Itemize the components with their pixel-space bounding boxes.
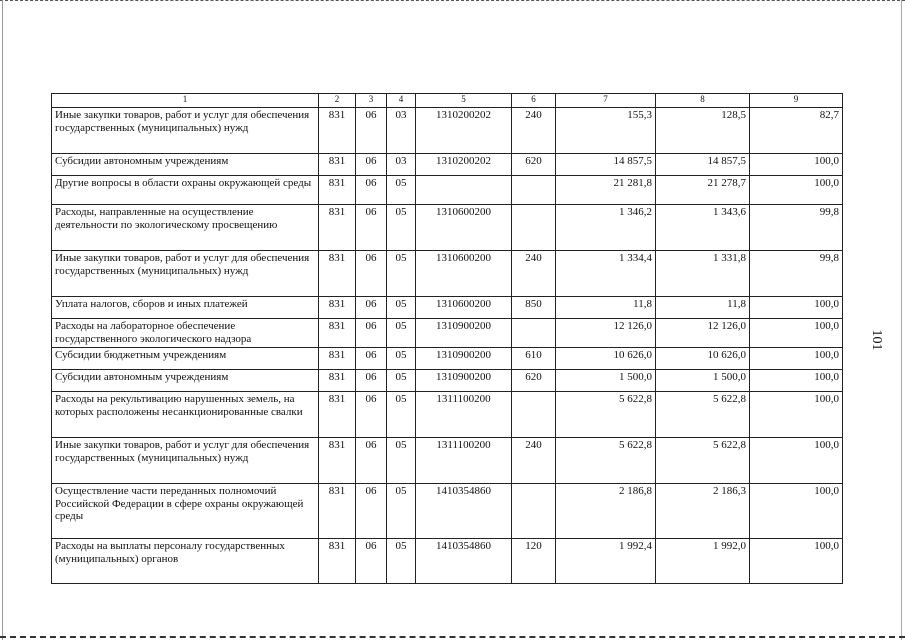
subsection-code-cell: 05: [387, 251, 416, 297]
table-row: [52, 539, 843, 584]
row-name-cell: Субсидии автономным учреждениям: [52, 370, 319, 392]
actual-amount-cell: 14 857,5: [656, 154, 750, 176]
plan-amount-cell: 1 500,0: [556, 370, 656, 392]
subsection-code-cell: 03: [387, 154, 416, 176]
execution-percent-cell: 100,0: [750, 154, 843, 176]
subsection-code-cell: 05: [387, 392, 416, 438]
section-code-cell: 06: [356, 370, 387, 392]
admin-code-cell: 831: [319, 348, 356, 370]
actual-amount-cell: 5 622,8: [656, 438, 750, 484]
section-code-cell: 06: [356, 438, 387, 484]
section-code-cell: 06: [356, 392, 387, 438]
column-number: 9: [750, 94, 843, 108]
row-name-cell: Расходы на лабораторное обеспечение государственного экологического надзора: [52, 319, 319, 348]
table-row: [52, 108, 843, 154]
target-article-cell: [416, 176, 512, 205]
table-row: [52, 297, 843, 319]
section-code-cell: 06: [356, 251, 387, 297]
target-article-cell: 1310600200: [416, 251, 512, 297]
scan-edge-right: [901, 0, 902, 640]
admin-code-cell: 831: [319, 370, 356, 392]
execution-percent-cell: 100,0: [750, 484, 843, 539]
actual-amount-cell: 1 331,8: [656, 251, 750, 297]
expense-type-cell: [512, 484, 556, 539]
row-name-cell: Иные закупки товаров, работ и услуг для обеспечения государственных (муниципальных) нужд: [52, 438, 319, 484]
row-name-cell: Иные закупки товаров, работ и услуг для обеспечения государственных (муниципальных) нужд: [52, 108, 319, 154]
admin-code-cell: 831: [319, 319, 356, 348]
subsection-code-cell: 05: [387, 205, 416, 251]
expense-type-cell: 120: [512, 539, 556, 584]
subsection-code-cell: 05: [387, 297, 416, 319]
row-name-cell: Иные закупки товаров, работ и услуг для обеспечения государственных (муниципальных) нужд: [52, 251, 319, 297]
plan-amount-cell: 2 186,8: [556, 484, 656, 539]
actual-amount-cell: 1 500,0: [656, 370, 750, 392]
execution-percent-cell: 100,0: [750, 319, 843, 348]
budget-table: [51, 93, 843, 584]
subsection-code-cell: 03: [387, 108, 416, 154]
column-number-row: [52, 94, 843, 108]
plan-amount-cell: 1 992,4: [556, 539, 656, 584]
section-code-cell: 06: [356, 319, 387, 348]
plan-amount-cell: 12 126,0: [556, 319, 656, 348]
table-row: [52, 370, 843, 392]
actual-amount-cell: 2 186,3: [656, 484, 750, 539]
expense-type-cell: [512, 319, 556, 348]
subsection-code-cell: 05: [387, 319, 416, 348]
execution-percent-cell: 100,0: [750, 370, 843, 392]
target-article-cell: 1310600200: [416, 205, 512, 251]
column-number: 5: [416, 94, 512, 108]
table-row: [52, 438, 843, 484]
execution-percent-cell: 100,0: [750, 438, 843, 484]
page-number: 101: [869, 329, 884, 351]
table-row: [52, 251, 843, 297]
subsection-code-cell: 05: [387, 176, 416, 205]
admin-code-cell: 831: [319, 539, 356, 584]
actual-amount-cell: 5 622,8: [656, 392, 750, 438]
actual-amount-cell: 10 626,0: [656, 348, 750, 370]
execution-percent-cell: 100,0: [750, 348, 843, 370]
admin-code-cell: 831: [319, 205, 356, 251]
expense-type-cell: 240: [512, 108, 556, 154]
plan-amount-cell: 21 281,8: [556, 176, 656, 205]
expense-type-cell: 620: [512, 154, 556, 176]
table-body: [52, 94, 843, 584]
expense-type-cell: 240: [512, 251, 556, 297]
plan-amount-cell: 1 334,4: [556, 251, 656, 297]
actual-amount-cell: 128,5: [656, 108, 750, 154]
row-name-cell: Осуществление части переданных полномочий Российской Федерации в сфере охраны окружающей среды: [52, 484, 319, 539]
row-name-cell: Субсидии бюджетным учреждениям: [52, 348, 319, 370]
expense-type-cell: 610: [512, 348, 556, 370]
admin-code-cell: 831: [319, 176, 356, 205]
column-number: 6: [512, 94, 556, 108]
plan-amount-cell: 10 626,0: [556, 348, 656, 370]
actual-amount-cell: 1 343,6: [656, 205, 750, 251]
row-name-cell: Расходы на выплаты персоналу государственных (муниципальных) органов: [52, 539, 319, 584]
column-number: 2: [319, 94, 356, 108]
expense-type-cell: 620: [512, 370, 556, 392]
admin-code-cell: 831: [319, 297, 356, 319]
subsection-code-cell: 05: [387, 539, 416, 584]
execution-percent-cell: 99,8: [750, 205, 843, 251]
execution-percent-cell: 100,0: [750, 297, 843, 319]
table-row: [52, 392, 843, 438]
admin-code-cell: 831: [319, 484, 356, 539]
section-code-cell: 06: [356, 297, 387, 319]
scan-edge-top: [0, 0, 905, 1]
subsection-code-cell: 05: [387, 370, 416, 392]
expense-type-cell: [512, 205, 556, 251]
column-number: 1: [52, 94, 319, 108]
column-number: 4: [387, 94, 416, 108]
section-code-cell: 06: [356, 539, 387, 584]
plan-amount-cell: 11,8: [556, 297, 656, 319]
target-article-cell: 1310200202: [416, 154, 512, 176]
expense-type-cell: [512, 176, 556, 205]
target-article-cell: 1410354860: [416, 539, 512, 584]
column-number: 7: [556, 94, 656, 108]
plan-amount-cell: 1 346,2: [556, 205, 656, 251]
plan-amount-cell: 5 622,8: [556, 438, 656, 484]
section-code-cell: 06: [356, 154, 387, 176]
table-row: [52, 484, 843, 539]
section-code-cell: 06: [356, 484, 387, 539]
row-name-cell: Расходы, направленные на осуществление деятельности по экологическому просвещению: [52, 205, 319, 251]
table-row: [52, 205, 843, 251]
scan-edge-left: [2, 0, 3, 640]
subsection-code-cell: 05: [387, 438, 416, 484]
section-code-cell: 06: [356, 176, 387, 205]
table-row: [52, 348, 843, 370]
plan-amount-cell: 5 622,8: [556, 392, 656, 438]
target-article-cell: 1310200202: [416, 108, 512, 154]
target-article-cell: 1310900200: [416, 348, 512, 370]
column-number: 8: [656, 94, 750, 108]
target-article-cell: 1311100200: [416, 438, 512, 484]
execution-percent-cell: 99,8: [750, 251, 843, 297]
target-article-cell: 1311100200: [416, 392, 512, 438]
expense-type-cell: 850: [512, 297, 556, 319]
subsection-code-cell: 05: [387, 348, 416, 370]
execution-percent-cell: 82,7: [750, 108, 843, 154]
actual-amount-cell: 1 992,0: [656, 539, 750, 584]
execution-percent-cell: 100,0: [750, 392, 843, 438]
plan-amount-cell: 155,3: [556, 108, 656, 154]
actual-amount-cell: 21 278,7: [656, 176, 750, 205]
row-name-cell: Другие вопросы в области охраны окружающей среды: [52, 176, 319, 205]
expense-type-cell: 240: [512, 438, 556, 484]
table-row: [52, 154, 843, 176]
actual-amount-cell: 11,8: [656, 297, 750, 319]
plan-amount-cell: 14 857,5: [556, 154, 656, 176]
column-number: 3: [356, 94, 387, 108]
target-article-cell: 1410354860: [416, 484, 512, 539]
scan-edge-bottom: [0, 636, 905, 638]
admin-code-cell: 831: [319, 438, 356, 484]
section-code-cell: 06: [356, 108, 387, 154]
admin-code-cell: 831: [319, 251, 356, 297]
section-code-cell: 06: [356, 205, 387, 251]
admin-code-cell: 831: [319, 392, 356, 438]
execution-percent-cell: 100,0: [750, 539, 843, 584]
section-code-cell: 06: [356, 348, 387, 370]
row-name-cell: Уплата налогов, сборов и иных платежей: [52, 297, 319, 319]
target-article-cell: 1310900200: [416, 319, 512, 348]
row-name-cell: Расходы на рекультивацию нарушенных земель, на которых расположены несанкционированные свалки: [52, 392, 319, 438]
actual-amount-cell: 12 126,0: [656, 319, 750, 348]
subsection-code-cell: 05: [387, 484, 416, 539]
table-row: [52, 319, 843, 348]
admin-code-cell: 831: [319, 108, 356, 154]
target-article-cell: 1310900200: [416, 370, 512, 392]
admin-code-cell: 831: [319, 154, 356, 176]
target-article-cell: 1310600200: [416, 297, 512, 319]
expense-type-cell: [512, 392, 556, 438]
execution-percent-cell: 100,0: [750, 176, 843, 205]
table-row: [52, 176, 843, 205]
row-name-cell: Субсидии автономным учреждениям: [52, 154, 319, 176]
